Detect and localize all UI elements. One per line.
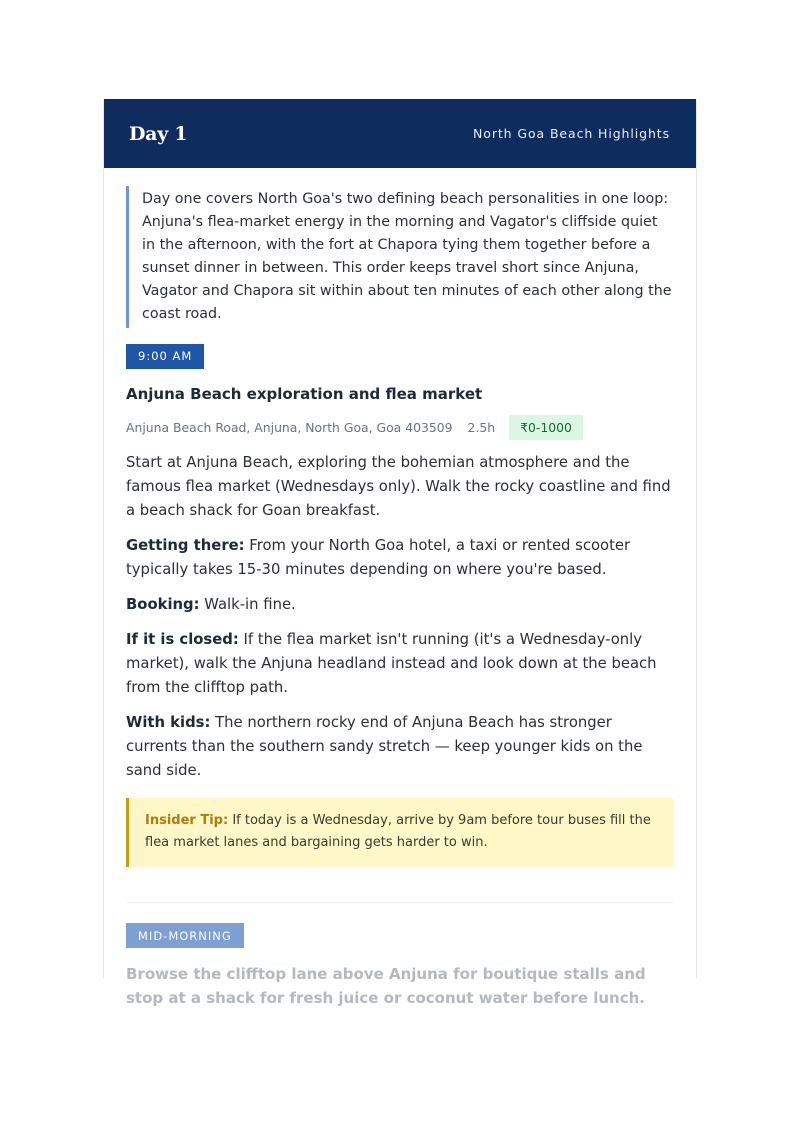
insider-tip-label: Insider Tip: <box>145 813 229 828</box>
booking <box>126 593 673 617</box>
if-closed-label: If it is closed: <box>126 631 239 648</box>
with-kids-text: The northern rocky end of Anjuna Beach has stronger currents than the southern sandy stretch — keep younger kids on the sand side. <box>126 714 643 779</box>
next-time-badge: MID-MORNING <box>126 923 244 948</box>
getting-there-text: From your North Goa hotel, a taxi or rented scooter typically takes 15-30 minutes depending on where you're based. <box>126 537 631 578</box>
booking-text: Walk-in fine. <box>199 596 296 613</box>
activity-address: Anjuna Beach Road, Anjuna, North Goa, Goa 403509 <box>126 420 453 435</box>
getting-there-label: Getting there: <box>126 537 245 554</box>
day-card <box>103 99 697 1007</box>
day-subtitle: North Goa Beach Highlights <box>473 126 670 141</box>
if-closed-text: If the flea market isn't running (it's a Wednesday-only market), walk the Anjuna headland instead and look down at the beach from the clifftop path. <box>126 631 657 696</box>
insider-tip-text: If today is a Wednesday, arrive by 9am before tour buses fill the flea market lanes and bargaining gets harder to win. <box>145 813 651 850</box>
booking-label: Booking: <box>126 596 200 613</box>
with-kids <box>126 711 673 783</box>
day-header <box>104 99 696 168</box>
insider-tip <box>126 798 673 867</box>
next-activity-text: Browse the clifftop lane above Anjuna for boutique stalls and stop at a shack for fresh juice or coconut water before lunch. <box>126 965 646 1007</box>
activity-title: Anjuna Beach exploration and flea market <box>126 385 483 403</box>
getting-there <box>126 534 673 582</box>
if-closed <box>126 628 673 700</box>
price-badge: ₹0-1000 <box>509 415 583 440</box>
day-body <box>104 168 696 1010</box>
activity-duration: 2.5h <box>467 420 496 435</box>
day-title: Day 1 <box>129 122 188 145</box>
time-badge: 9:00 AM <box>126 344 204 369</box>
activity-description: Start at Anjuna Beach, exploring the bohemian atmosphere and the famous flea market (Wednesdays only). Walk the rocky coastline and find a beach shack for Goan breakfast. <box>126 454 671 519</box>
section-divider <box>126 902 673 903</box>
activity-meta <box>126 415 673 440</box>
day-intro: Day one covers North Goa's two defining beach personalities in one loop: Anjuna's flea-market energy in the morning and Vagator's cliffside quiet in the afternoon, with the fort at Chapora tying them together before a sunset dinner in between. This order keeps travel short since Anjuna, Vagator and Chapora sit within about ten minutes of each other along the coast road. <box>126 186 673 328</box>
with-kids-label: With kids: <box>126 714 211 731</box>
